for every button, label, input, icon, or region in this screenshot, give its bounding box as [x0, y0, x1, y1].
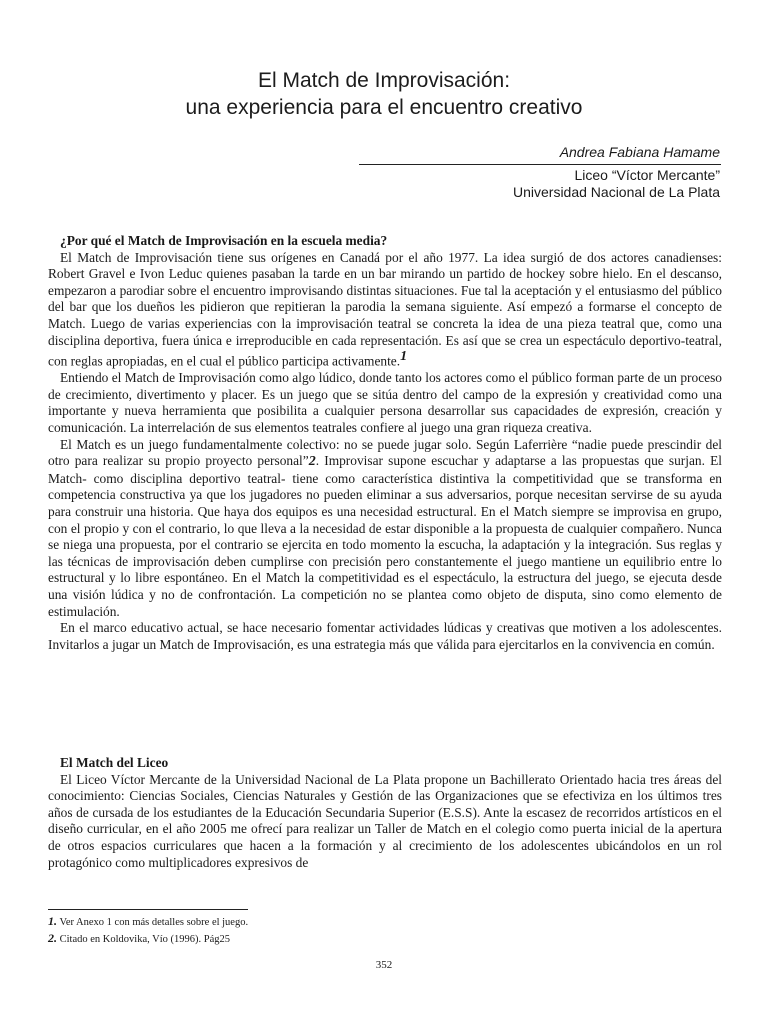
paragraph-text: . Improvisar supone escuchar y adaptarse a las propuestas que surjan. El Match- como disciplina deportivo teatral- tiene como característica distintiva la competitividad que se transforma en competencia constructiva ya que los jugadores no pueden eliminar a sus adversarios, porque necesitan servirse de su ayuda para construir una historia. Que haya dos equipos es una necesidad estructural. En el Match siempre se improvisa en grupo, con el propio y con el contrario, lo que lleva a la necesidad de estar disponible a la propuesta de cualquier compañero. Nunca se niega una propuesta, por el contrario se ejercita en todo momento la escucha, la adaptación y la integración. Sus reglas y las técnicas de improvisación deben cumplirse con precisión pero constantemente el juego mantiene un equilibrio entre lo estructural y lo libre espontáneo. En el Match la competitividad es el espectáculo, la estructura del juego, se ejecuta desde una visión lúdica y no de confrontación. La competición no se plantea como objeto de disputa, sino como elemento de estimulación. [48, 453, 723, 619]
document-title-line-1: El Match de Improvisación: [257, 69, 511, 92]
paragraph-text: El Match de Improvisación tiene sus orígenes en Canadá por el año 1977. La idea surgió de dos actores canadienses: Robert Gravel e Ivon Leduc quienes pasaban la tarde en un bar mirando un partido de hockey sobre hielo. En el descanso, empezaron a parodiar sobre el encuentro improvisando distintas situaciones. Fue tal la aceptación y el entusiasmo del público del bar que los dueños les pidieron que repitieran la parodia la semana siguiente. Así empezó a formarse el concepto de Match. Luego de varias experiencias con la improvisación teatral se concreta la idea de una pieza teatral que, como una disciplina deportiva, fuera única e irreproducible en cada representación. Es así que se crea un espectáculo deportivo-teatral, con reglas apropiadas, en el cual el público participa activamente. [48, 249, 722, 369]
author-affiliation-school: Liceo “Víctor Mercante” [574, 167, 720, 183]
author-divider [359, 164, 721, 165]
section-match-liceo [48, 755, 722, 871]
author-name: Andrea Fabiana Hamame [559, 144, 720, 160]
section-heading: ¿Por qué el Match de Improvisación en la escuela media? [60, 233, 388, 248]
paragraph: Entiendo el Match de Improvisación como algo lúdico, donde tanto los actores como el público forman parte de un proceso de crecimiento, divertimento y placer. Es un juego que se sitúa dentro del campo de la expresión y creatividad como una importante y nueva herramienta que posibilita a cualquier persona desarrollar sus capacidades de expresión, creación y comunicación. La interrelación de sus elementos teatrales confiere al juego una gran riqueza creativa. [48, 370, 722, 435]
section-why-match [48, 233, 722, 653]
footnote-number: 2. [48, 931, 57, 945]
paragraph [48, 250, 722, 371]
paragraph: En el marco educativo actual, se hace necesario fomentar actividades lúdicas y creativas que motiven a los adolescentes. Invitarlos a jugar un Match de Improvisación, es una estrategia más que válida para ejercitarlos en la convivencia en común. [48, 620, 722, 652]
footnote-text: Citado en Koldovika, Vío (1996). Pág25 [59, 934, 231, 945]
author-affiliation-university: Universidad Nacional de La Plata [512, 184, 720, 200]
paragraph-text: El Match es un juego fundamentalmente colectivo: no se puede jugar solo. Según Laferrière “nadie puede prescindir del otro para realizar su propio proyecto personal” [48, 436, 722, 469]
page-number: 352 [375, 959, 393, 971]
section-heading: El Match del Liceo [60, 755, 169, 770]
footnote-divider [48, 909, 248, 910]
paragraph: El Liceo Víctor Mercante de la Universidad Nacional de La Plata propone un Bachillerato Orientado hacia tres áreas del conocimiento: Ciencias Sociales, Ciencias Naturales y Gestión de las Organizaciones que se efectiviza en los últimos tres años de cursada de los estudiantes de la Educación Secundaria Superior (E.S.S). Ante la escasez de recorridos artísticos en el diseño curricular, en el año 2005 me ofrecí para realizar un Taller de Match en el colegio como puerta inicial de la apertura de otros espacios curriculares que hacen a la formación y al crecimiento de los adolescentes ubicándolos en un rol protagónico como multiplicadores expresivos de [48, 771, 722, 870]
footnote-reference: 2 [308, 454, 316, 470]
document-title-line-2: una experiencia para el encuentro creativo [185, 96, 583, 119]
footnote [48, 914, 248, 930]
footnote-number: 1. [48, 914, 57, 928]
footnote [48, 931, 230, 947]
footnote-reference: 1 [400, 349, 408, 365]
paragraph [48, 437, 722, 621]
footnote-text: Ver Anexo 1 con más detalles sobre el juego. [59, 917, 249, 928]
